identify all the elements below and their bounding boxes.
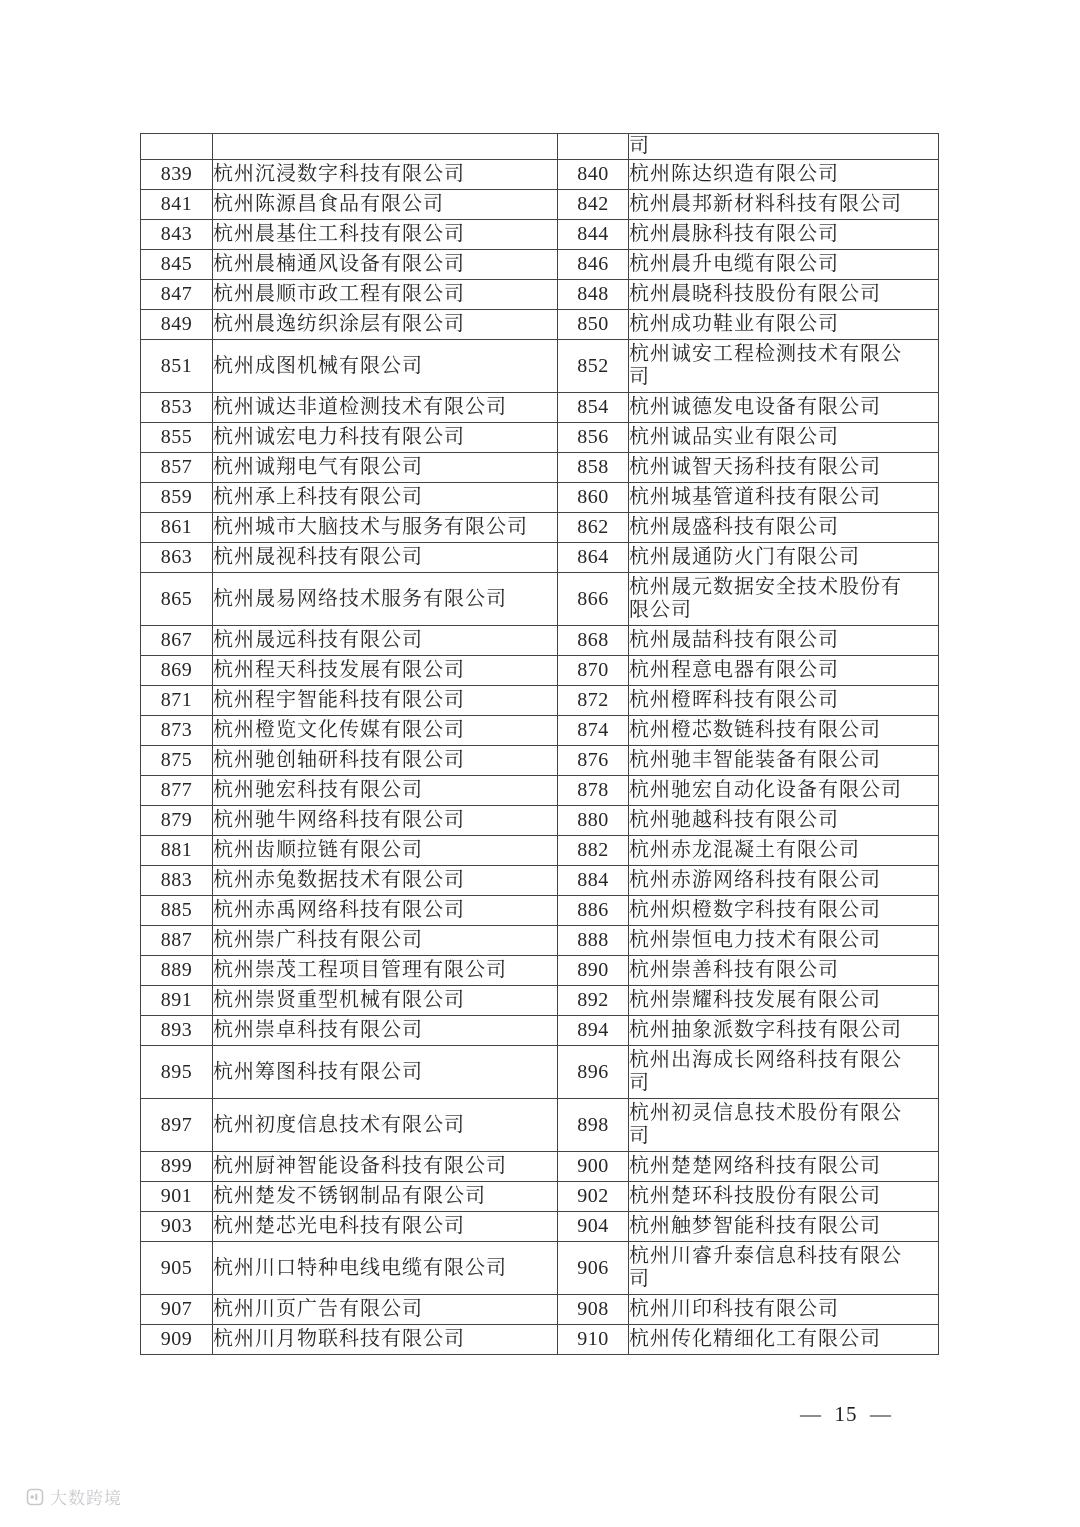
company-number: 841 bbox=[141, 190, 213, 220]
company-name: 杭州楚芯光电科技有限公司 bbox=[213, 1212, 558, 1242]
table-row bbox=[141, 836, 939, 866]
table-row bbox=[141, 250, 939, 280]
company-name: 杭州城基管道科技有限公司 bbox=[629, 483, 939, 513]
company-number: 852 bbox=[558, 340, 629, 393]
company-number: 865 bbox=[141, 573, 213, 626]
company-name: 杭州晨逸纺织涂层有限公司 bbox=[213, 310, 558, 340]
company-number: 890 bbox=[558, 956, 629, 986]
table-row bbox=[141, 806, 939, 836]
company-name: 杭州触梦智能科技有限公司 bbox=[629, 1212, 939, 1242]
company-name: 杭州川印科技有限公司 bbox=[629, 1295, 939, 1325]
company-name: 杭州崇善科技有限公司 bbox=[629, 956, 939, 986]
company-number: 868 bbox=[558, 626, 629, 656]
company-number: 908 bbox=[558, 1295, 629, 1325]
company-number: 857 bbox=[141, 453, 213, 483]
table-row bbox=[141, 896, 939, 926]
company-number: 864 bbox=[558, 543, 629, 573]
company-number: 839 bbox=[141, 160, 213, 190]
company-number: 887 bbox=[141, 926, 213, 956]
company-name: 杭州晟喆科技有限公司 bbox=[629, 626, 939, 656]
table-row bbox=[141, 513, 939, 543]
company-number: 867 bbox=[141, 626, 213, 656]
table-row bbox=[141, 656, 939, 686]
company-name: 杭州成功鞋业有限公司 bbox=[629, 310, 939, 340]
company-name: 杭州楚发不锈钢制品有限公司 bbox=[213, 1182, 558, 1212]
company-name: 杭州崇茂工程项目管理有限公司 bbox=[213, 956, 558, 986]
company-table-body bbox=[141, 134, 939, 1355]
company-number: 873 bbox=[141, 716, 213, 746]
company-number: 856 bbox=[558, 423, 629, 453]
company-number: 866 bbox=[558, 573, 629, 626]
company-number: 870 bbox=[558, 656, 629, 686]
table-row bbox=[141, 866, 939, 896]
company-number: 860 bbox=[558, 483, 629, 513]
company-number: 853 bbox=[141, 393, 213, 423]
company-number: 843 bbox=[141, 220, 213, 250]
company-name: 杭州初灵信息技术股份有限公司 bbox=[629, 1099, 939, 1152]
watermark-text: 大数跨境 bbox=[50, 1489, 122, 1508]
company-name: 杭州晟易网络技术服务有限公司 bbox=[213, 573, 558, 626]
table-row bbox=[141, 716, 939, 746]
company-number: 855 bbox=[141, 423, 213, 453]
company-name: 杭州楚楚网络科技有限公司 bbox=[629, 1152, 939, 1182]
company-number: 905 bbox=[141, 1242, 213, 1295]
company-number: 907 bbox=[141, 1295, 213, 1325]
company-number: 883 bbox=[141, 866, 213, 896]
table-row bbox=[141, 986, 939, 1016]
table-row bbox=[141, 1212, 939, 1242]
company-number: 854 bbox=[558, 393, 629, 423]
company-number: 875 bbox=[141, 746, 213, 776]
table-row bbox=[141, 573, 939, 626]
company-name: 杭州楚环科技股份有限公司 bbox=[629, 1182, 939, 1212]
carryover-row bbox=[141, 134, 939, 160]
company-number: 876 bbox=[558, 746, 629, 776]
company-name: 杭州崇广科技有限公司 bbox=[213, 926, 558, 956]
table-row bbox=[141, 453, 939, 483]
table-row bbox=[141, 340, 939, 393]
company-name: 杭州崇耀科技发展有限公司 bbox=[629, 986, 939, 1016]
company-name: 杭州陈达织造有限公司 bbox=[629, 160, 939, 190]
company-name: 杭州川页广告有限公司 bbox=[213, 1295, 558, 1325]
table-row bbox=[141, 1152, 939, 1182]
company-number: 859 bbox=[141, 483, 213, 513]
company-name: 杭州沉浸数字科技有限公司 bbox=[213, 160, 558, 190]
company-number: 851 bbox=[141, 340, 213, 393]
company-name: 杭州晟视科技有限公司 bbox=[213, 543, 558, 573]
company-number: 874 bbox=[558, 716, 629, 746]
company-name: 杭州齿顺拉链有限公司 bbox=[213, 836, 558, 866]
company-name: 杭州崇卓科技有限公司 bbox=[213, 1016, 558, 1046]
company-number: 842 bbox=[558, 190, 629, 220]
company-number: 878 bbox=[558, 776, 629, 806]
company-number bbox=[141, 134, 213, 160]
table-row bbox=[141, 686, 939, 716]
company-name: 杭州诚品实业有限公司 bbox=[629, 423, 939, 453]
table-row bbox=[141, 190, 939, 220]
company-name: 杭州晟盛科技有限公司 bbox=[629, 513, 939, 543]
table-row bbox=[141, 746, 939, 776]
company-number: 906 bbox=[558, 1242, 629, 1295]
company-number: 895 bbox=[141, 1046, 213, 1099]
company-name: 杭州晨脉科技有限公司 bbox=[629, 220, 939, 250]
company-name: 杭州晟通防火门有限公司 bbox=[629, 543, 939, 573]
company-number: 881 bbox=[141, 836, 213, 866]
company-name: 杭州橙晖科技有限公司 bbox=[629, 686, 939, 716]
company-name: 杭州晟元数据安全技术股份有限公司 bbox=[629, 573, 939, 626]
company-name: 杭州驰宏自动化设备有限公司 bbox=[629, 776, 939, 806]
company-name: 杭州城市大脑技术与服务有限公司 bbox=[213, 513, 558, 543]
company-number: 909 bbox=[141, 1325, 213, 1355]
company-name: 杭州诚德发电设备有限公司 bbox=[629, 393, 939, 423]
company-name: 杭州川睿升泰信息科技有限公司 bbox=[629, 1242, 939, 1295]
company-number: 849 bbox=[141, 310, 213, 340]
company-number: 896 bbox=[558, 1046, 629, 1099]
company-name: 司 bbox=[629, 134, 939, 160]
company-number: 891 bbox=[141, 986, 213, 1016]
company-number: 885 bbox=[141, 896, 213, 926]
company-number: 892 bbox=[558, 986, 629, 1016]
company-number: 897 bbox=[141, 1099, 213, 1152]
company-name: 杭州诚宏电力科技有限公司 bbox=[213, 423, 558, 453]
company-number: 847 bbox=[141, 280, 213, 310]
company-number: 869 bbox=[141, 656, 213, 686]
company-name bbox=[213, 134, 558, 160]
table-row bbox=[141, 1016, 939, 1046]
company-name: 杭州晨升电缆有限公司 bbox=[629, 250, 939, 280]
company-number: 884 bbox=[558, 866, 629, 896]
table-row bbox=[141, 543, 939, 573]
company-name: 杭州诚翔电气有限公司 bbox=[213, 453, 558, 483]
company-number: 880 bbox=[558, 806, 629, 836]
company-number: 889 bbox=[141, 956, 213, 986]
company-name: 杭州赤禹网络科技有限公司 bbox=[213, 896, 558, 926]
company-name: 杭州抽象派数字科技有限公司 bbox=[629, 1016, 939, 1046]
company-name: 杭州赤兔数据技术有限公司 bbox=[213, 866, 558, 896]
company-name: 杭州诚达非道检测技术有限公司 bbox=[213, 393, 558, 423]
company-number: 848 bbox=[558, 280, 629, 310]
company-name: 杭州崇贤重型机械有限公司 bbox=[213, 986, 558, 1016]
company-name: 杭州驰创轴研科技有限公司 bbox=[213, 746, 558, 776]
company-name: 杭州诚智天扬科技有限公司 bbox=[629, 453, 939, 483]
company-table bbox=[140, 133, 939, 1355]
company-name: 杭州程天科技发展有限公司 bbox=[213, 656, 558, 686]
company-number: 901 bbox=[141, 1182, 213, 1212]
company-name: 杭州晨顺市政工程有限公司 bbox=[213, 280, 558, 310]
company-number: 893 bbox=[141, 1016, 213, 1046]
company-name: 杭州晨楠通风设备有限公司 bbox=[213, 250, 558, 280]
company-name: 杭州诚安工程检测技术有限公司 bbox=[629, 340, 939, 393]
company-number: 888 bbox=[558, 926, 629, 956]
company-name: 杭州成图机械有限公司 bbox=[213, 340, 558, 393]
company-name: 杭州承上科技有限公司 bbox=[213, 483, 558, 513]
company-number: 898 bbox=[558, 1099, 629, 1152]
company-name: 杭州晨基住工科技有限公司 bbox=[213, 220, 558, 250]
table-row bbox=[141, 220, 939, 250]
company-number: 845 bbox=[141, 250, 213, 280]
company-name: 杭州驰越科技有限公司 bbox=[629, 806, 939, 836]
company-name: 杭州程意电器有限公司 bbox=[629, 656, 939, 686]
table-row bbox=[141, 160, 939, 190]
company-name: 杭州出海成长网络科技有限公司 bbox=[629, 1046, 939, 1099]
table-row bbox=[141, 626, 939, 656]
company-name: 杭州川月物联科技有限公司 bbox=[213, 1325, 558, 1355]
company-name: 杭州驰丰智能装备有限公司 bbox=[629, 746, 939, 776]
company-number: 863 bbox=[141, 543, 213, 573]
company-number bbox=[558, 134, 629, 160]
company-number: 903 bbox=[141, 1212, 213, 1242]
company-number: 894 bbox=[558, 1016, 629, 1046]
company-name: 杭州赤游网络科技有限公司 bbox=[629, 866, 939, 896]
company-name: 杭州传化精细化工有限公司 bbox=[629, 1325, 939, 1355]
table-row bbox=[141, 1295, 939, 1325]
company-name: 杭州晟远科技有限公司 bbox=[213, 626, 558, 656]
company-name: 杭州橙芯数链科技有限公司 bbox=[629, 716, 939, 746]
table-row bbox=[141, 280, 939, 310]
table-row bbox=[141, 310, 939, 340]
company-number: 910 bbox=[558, 1325, 629, 1355]
table-row bbox=[141, 483, 939, 513]
page-number: — 15 — bbox=[800, 1402, 892, 1426]
company-name: 杭州初度信息技术有限公司 bbox=[213, 1099, 558, 1152]
company-name: 杭州川口特种电线电缆有限公司 bbox=[213, 1242, 558, 1295]
company-number: 871 bbox=[141, 686, 213, 716]
table-row bbox=[141, 926, 939, 956]
company-number: 902 bbox=[558, 1182, 629, 1212]
company-number: 886 bbox=[558, 896, 629, 926]
company-name: 杭州筹图科技有限公司 bbox=[213, 1046, 558, 1099]
company-name: 杭州厨神智能设备科技有限公司 bbox=[213, 1152, 558, 1182]
company-name: 杭州陈源昌食品有限公司 bbox=[213, 190, 558, 220]
company-number: 840 bbox=[558, 160, 629, 190]
table-row bbox=[141, 1099, 939, 1152]
company-name: 杭州橙览文化传媒有限公司 bbox=[213, 716, 558, 746]
company-name: 杭州崇恒电力技术有限公司 bbox=[629, 926, 939, 956]
company-number: 846 bbox=[558, 250, 629, 280]
company-number: 844 bbox=[558, 220, 629, 250]
company-name: 杭州驰宏科技有限公司 bbox=[213, 776, 558, 806]
table-row bbox=[141, 393, 939, 423]
company-number: 862 bbox=[558, 513, 629, 543]
table-row bbox=[141, 1325, 939, 1355]
company-name: 杭州晨晓科技股份有限公司 bbox=[629, 280, 939, 310]
table-row bbox=[141, 1046, 939, 1099]
company-number: 904 bbox=[558, 1212, 629, 1242]
company-name: 杭州驰牛网络科技有限公司 bbox=[213, 806, 558, 836]
company-name: 杭州晨邦新材料科技有限公司 bbox=[629, 190, 939, 220]
company-name: 杭州炽橙数字科技有限公司 bbox=[629, 896, 939, 926]
company-number: 872 bbox=[558, 686, 629, 716]
table-row bbox=[141, 956, 939, 986]
company-number: 900 bbox=[558, 1152, 629, 1182]
watermark bbox=[26, 1484, 122, 1509]
company-name: 杭州程宇智能科技有限公司 bbox=[213, 686, 558, 716]
company-number: 850 bbox=[558, 310, 629, 340]
table-row bbox=[141, 1182, 939, 1212]
company-number: 858 bbox=[558, 453, 629, 483]
company-name: 杭州赤龙混凝土有限公司 bbox=[629, 836, 939, 866]
company-number: 879 bbox=[141, 806, 213, 836]
table-row bbox=[141, 1242, 939, 1295]
company-number: 861 bbox=[141, 513, 213, 543]
table-row bbox=[141, 423, 939, 453]
watermark-logo-icon bbox=[26, 1488, 44, 1506]
company-number: 877 bbox=[141, 776, 213, 806]
company-number: 899 bbox=[141, 1152, 213, 1182]
company-number: 882 bbox=[558, 836, 629, 866]
table-row bbox=[141, 776, 939, 806]
